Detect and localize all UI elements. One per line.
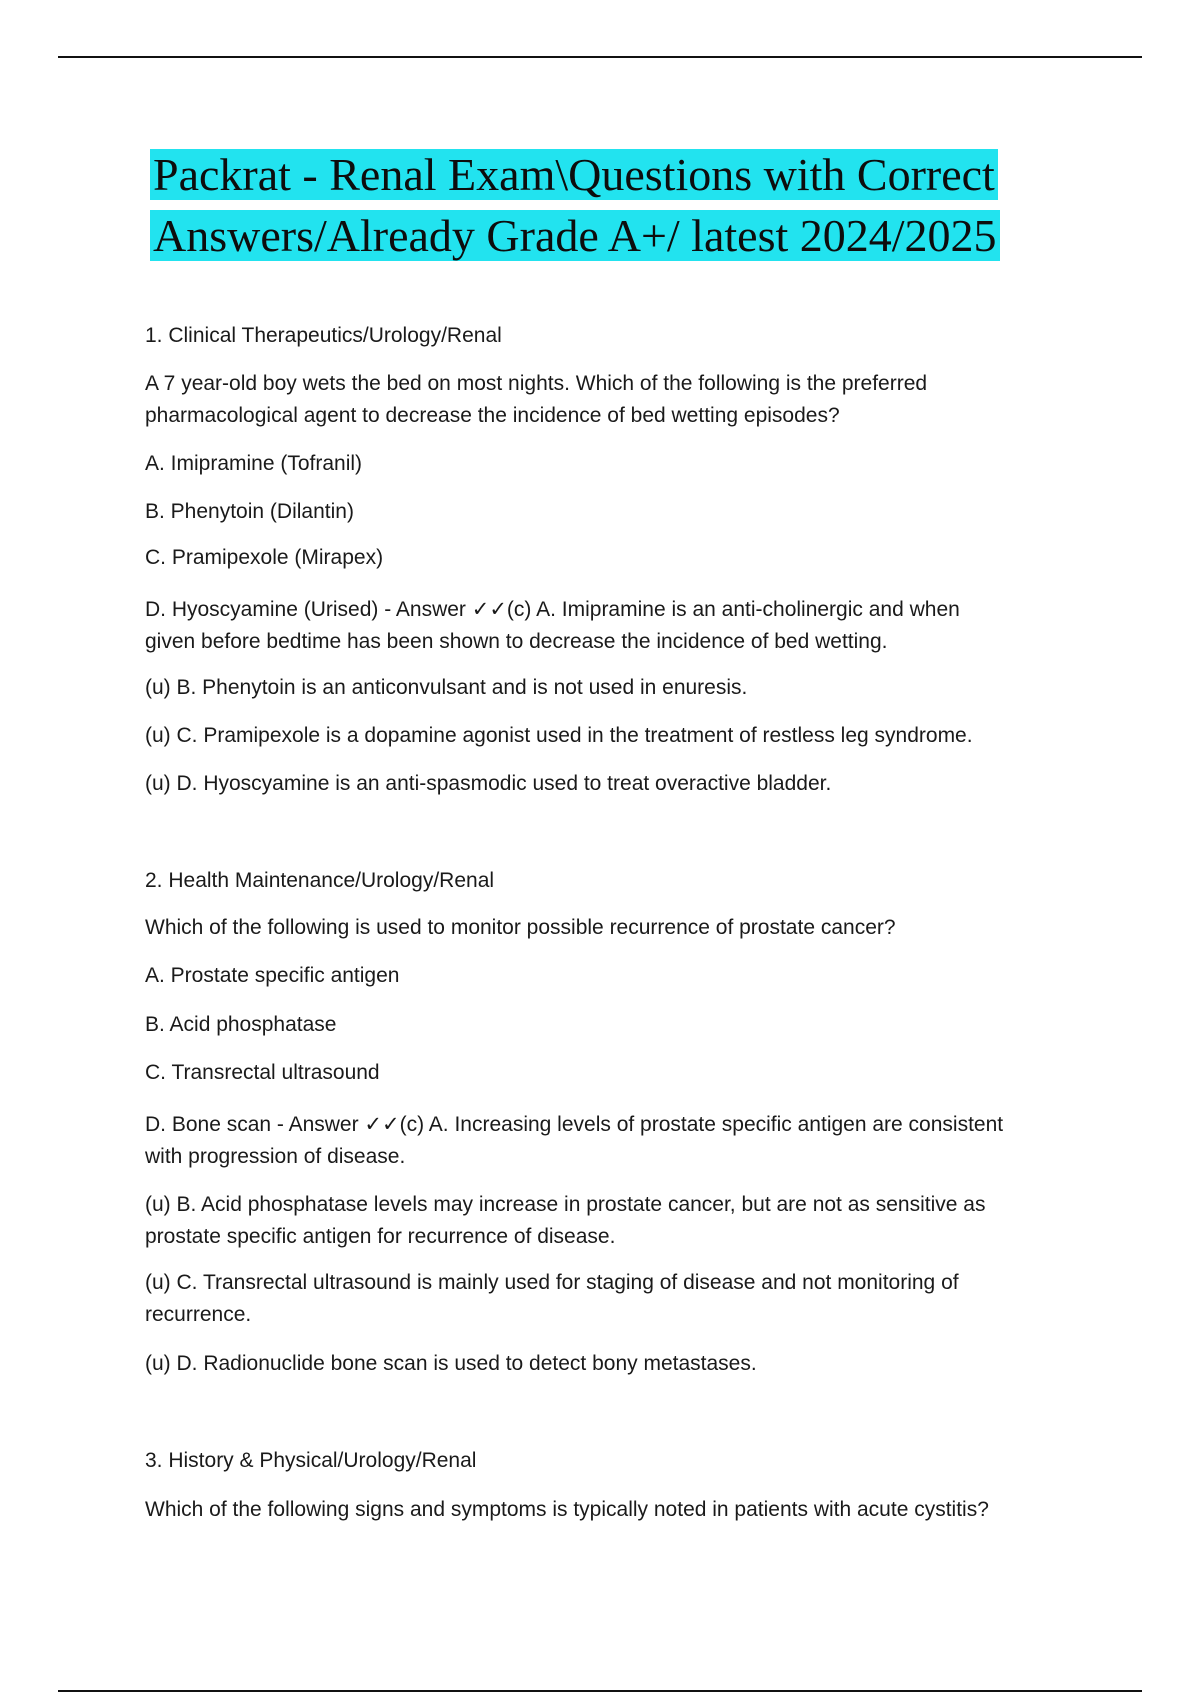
question-2-answer-line-1: D. Bone scan - Answer ✓✓(c) A. Increasing levels of prostate specific antigen are consistent xyxy=(145,1113,1004,1136)
question-2-option-a: A. Prostate specific antigen xyxy=(145,964,400,987)
question-2-option-b: B. Acid phosphatase xyxy=(145,1013,337,1036)
question-2-explanation-c-line-1: (u) C. Transrectal ultrasound is mainly used for staging of disease and not monitoring of xyxy=(145,1271,959,1294)
header-rule xyxy=(58,56,1142,58)
question-2-explanation-c-line-2: recurrence. xyxy=(145,1303,252,1326)
question-2-answer-line-2: with progression of disease. xyxy=(145,1145,406,1168)
title-line-2: Answers/Already Grade A+/ latest 2024/2025 xyxy=(150,210,1000,261)
question-1-stem-line-2: pharmacological agent to decrease the incidence of bed wetting episodes? xyxy=(145,404,840,427)
question-1-option-b: B. Phenytoin (Dilantin) xyxy=(145,500,354,523)
question-1-answer-line-1: D. Hyoscyamine (Urised) - Answer ✓✓(c) A. Imipramine is an anti-cholinergic and when xyxy=(145,598,960,621)
question-1-explanation-d: (u) D. Hyoscyamine is an anti-spasmodic used to treat overactive bladder. xyxy=(145,772,832,795)
question-1-explanation-c: (u) C. Pramipexole is a dopamine agonist used in the treatment of restless leg syndrome. xyxy=(145,724,973,747)
title-line-1: Packrat - Renal Exam\Questions with Correct xyxy=(150,149,998,200)
question-1-stem-line-1: A 7 year-old boy wets the bed on most nights. Which of the following is the preferred xyxy=(145,372,928,395)
question-3-heading: 3. History & Physical/Urology/Renal xyxy=(145,1449,477,1472)
question-1-explanation-b: (u) B. Phenytoin is an anticonvulsant and is not used in enuresis. xyxy=(145,676,748,699)
question-1-option-c: C. Pramipexole (Mirapex) xyxy=(145,546,384,569)
question-2-explanation-d: (u) D. Radionuclide bone scan is used to detect bony metastases. xyxy=(145,1352,757,1375)
question-2-heading: 2. Health Maintenance/Urology/Renal xyxy=(145,869,495,892)
question-2-stem-line-1: Which of the following is used to monitor possible recurrence of prostate cancer? xyxy=(145,916,896,939)
question-1-heading: 1. Clinical Therapeutics/Urology/Renal xyxy=(145,324,502,347)
question-1-option-a: A. Imipramine (Tofranil) xyxy=(145,452,363,475)
question-2-explanation-b-line-2: prostate specific antigen for recurrence of disease. xyxy=(145,1225,616,1248)
document-title xyxy=(150,144,1050,266)
footer-rule xyxy=(58,1690,1142,1692)
question-1-answer-line-2: given before bedtime has been shown to decrease the incidence of bed wetting. xyxy=(145,630,888,653)
question-2-explanation-b-line-1: (u) B. Acid phosphatase levels may increase in prostate cancer, but are not as sensitive as xyxy=(145,1193,986,1216)
question-2-option-c: C. Transrectal ultrasound xyxy=(145,1061,380,1084)
question-3-stem-line-1: Which of the following signs and symptoms is typically noted in patients with acute cystitis? xyxy=(145,1498,989,1521)
